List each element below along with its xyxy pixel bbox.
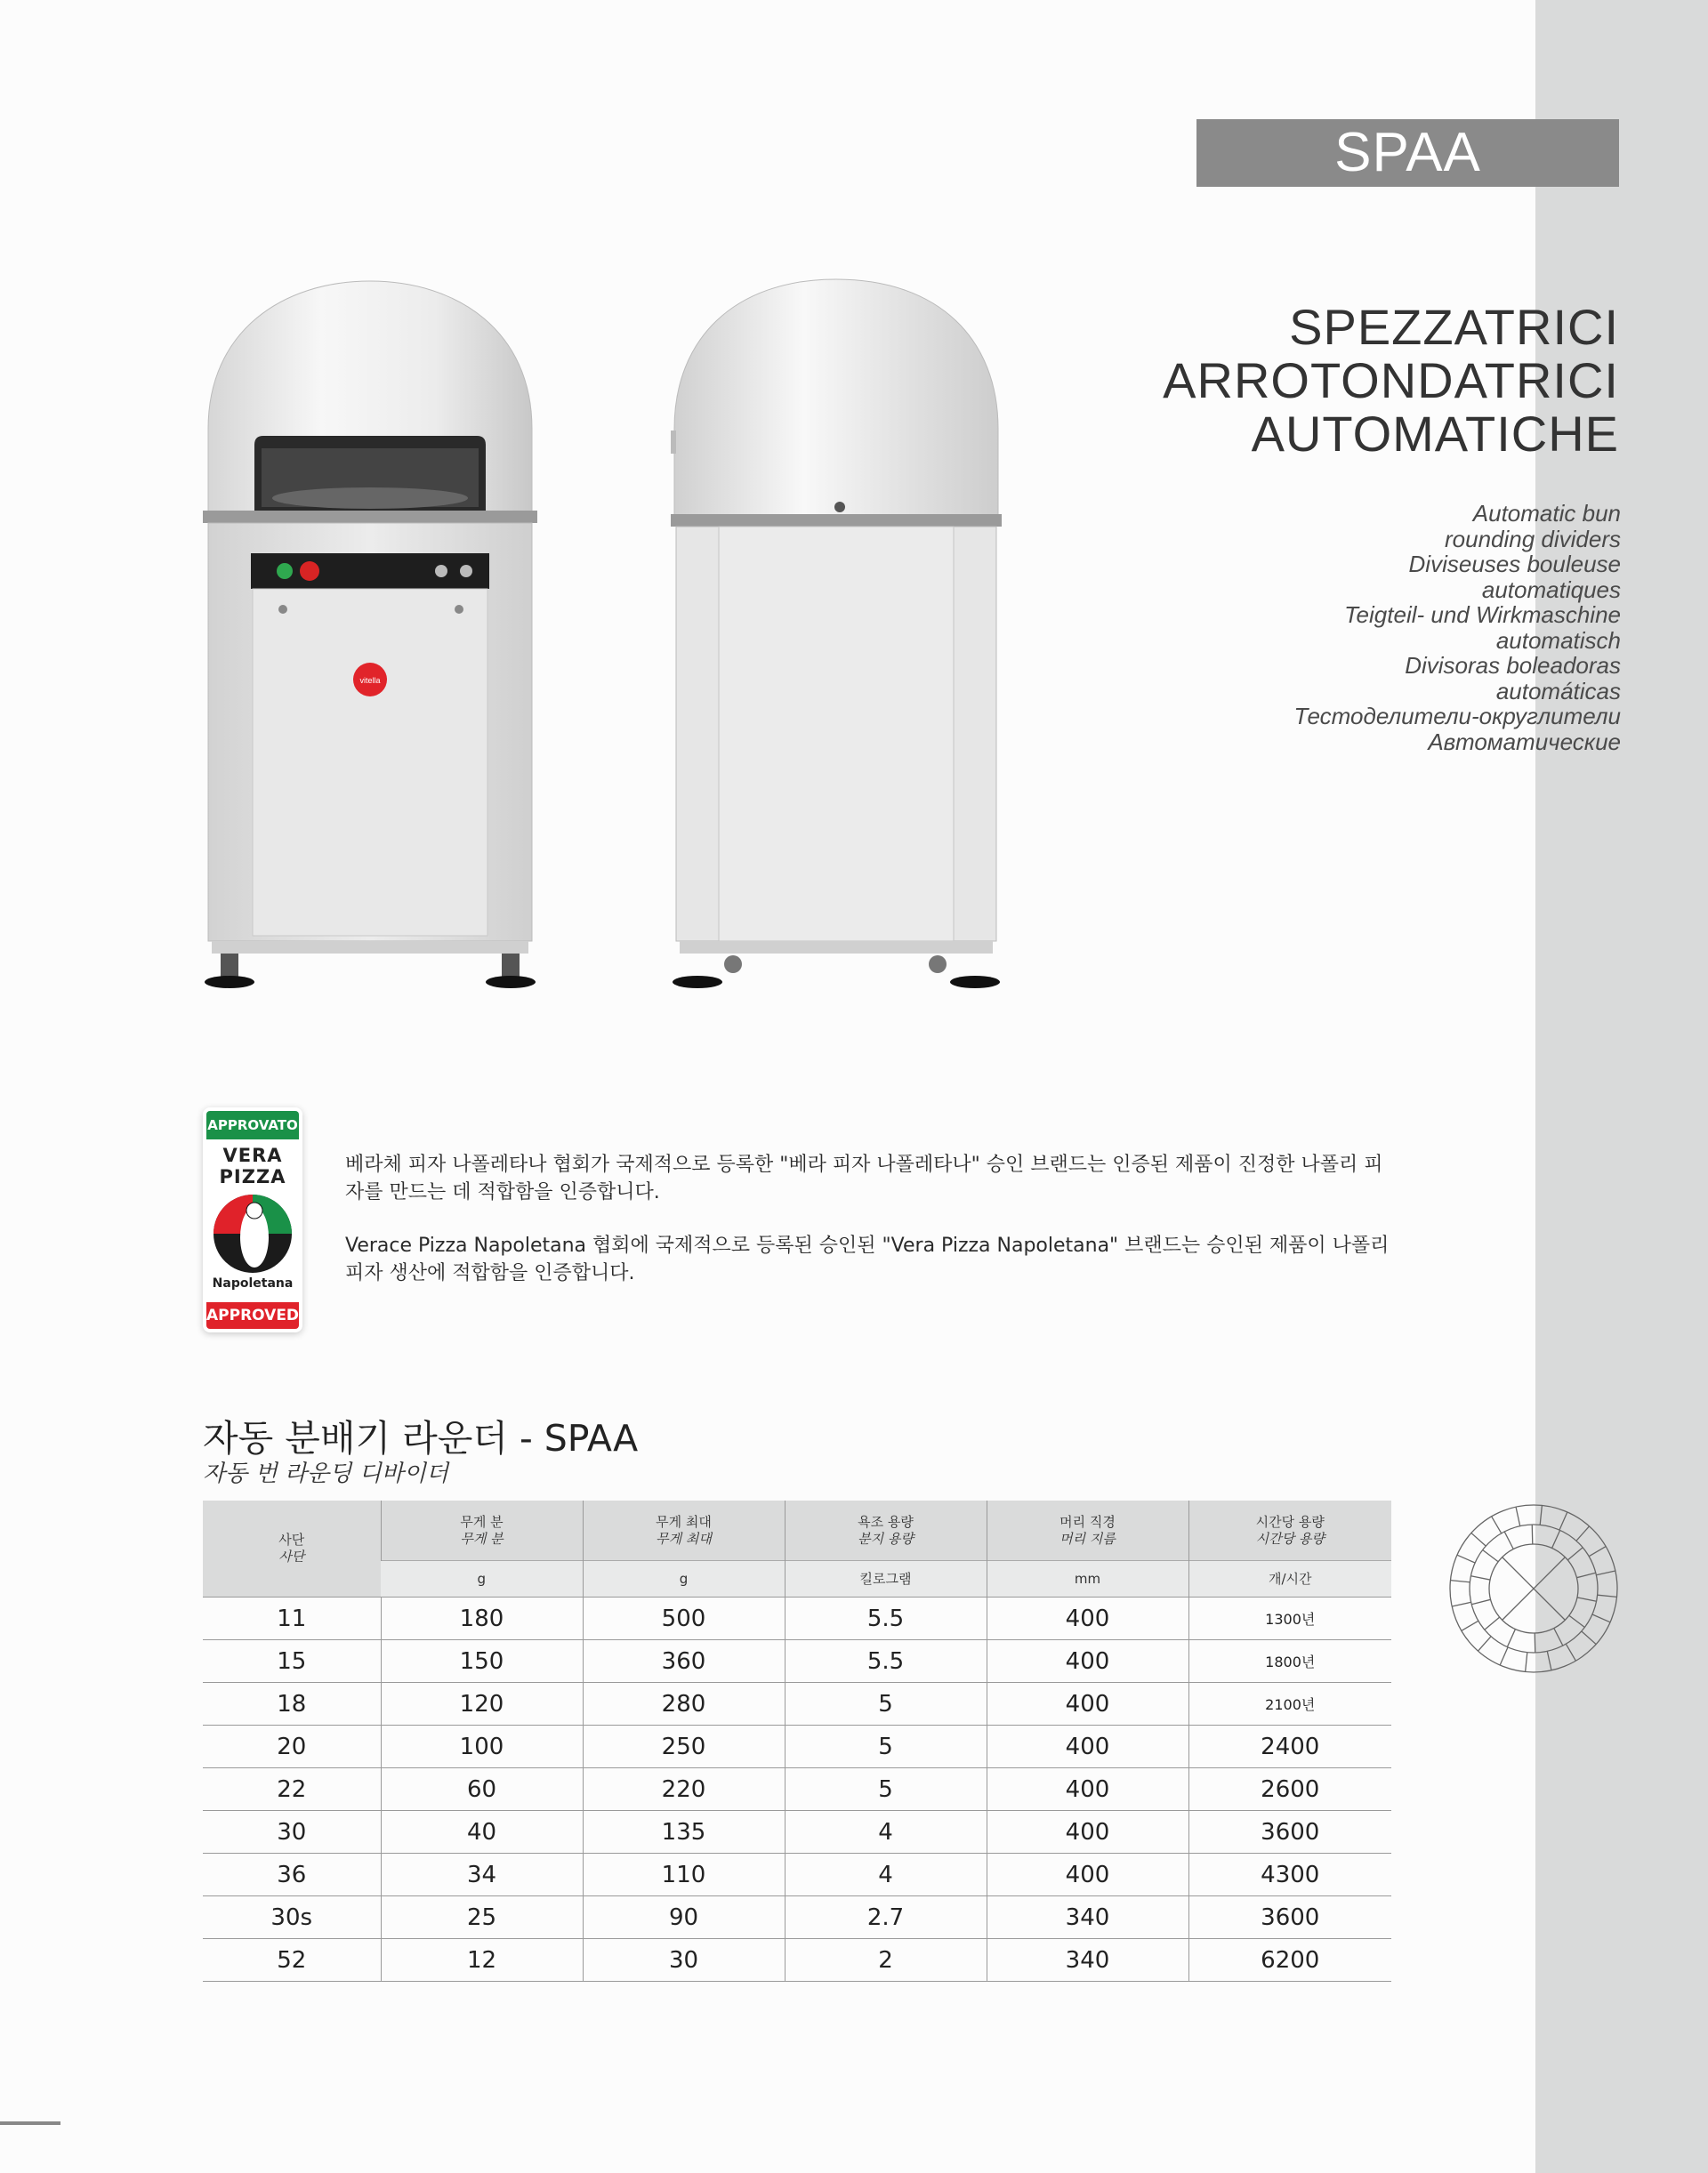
table-cell: 4: [785, 1854, 987, 1896]
subtitle-line: Automatic bun: [1472, 500, 1621, 527]
table-cell: 340: [987, 1896, 1188, 1939]
subtitle-line: automáticas: [1495, 677, 1621, 704]
table-cell: 36: [203, 1854, 381, 1896]
table-cell: 100: [381, 1726, 583, 1768]
table-cell: 52: [203, 1939, 381, 1982]
subtitle-line: automatiques: [1481, 575, 1621, 603]
badge-napoletana: Napoletana: [212, 1276, 294, 1291]
table-cell: 400: [987, 1811, 1188, 1854]
table-cell: 180: [381, 1598, 583, 1640]
table-cell: 34: [381, 1854, 583, 1896]
table-cell: 30s: [203, 1896, 381, 1939]
table-cell: 18: [203, 1683, 381, 1726]
subtitle-line: automatisch: [1495, 626, 1621, 654]
table-cell: 250: [583, 1726, 785, 1768]
col-header-bowl-capacity: 욕조 용량 분지 용량: [785, 1501, 987, 1561]
col-header-hourly-capacity: 시간당 용량 시간당 용량: [1188, 1501, 1391, 1561]
unit-cell: g: [583, 1561, 785, 1598]
table-cell: 220: [583, 1768, 785, 1811]
subtitle-line: Тестоделители-округлители: [1293, 703, 1621, 729]
table-row: [203, 1811, 1391, 1854]
table-cell: 5: [785, 1683, 987, 1726]
table-cell: 400: [987, 1854, 1188, 1896]
col-header-divisions: 사단 사단: [203, 1501, 381, 1598]
table-cell: 5.5: [785, 1598, 987, 1640]
brand-label: vitella: [359, 676, 381, 685]
model-code-box: [1196, 119, 1619, 187]
table-cell: 5: [785, 1768, 987, 1811]
badge-approved: APPROVED: [206, 1302, 299, 1329]
table-cell: 1300년: [1188, 1598, 1391, 1640]
title-line-2: ARROTONDATRICI: [1163, 352, 1619, 408]
description-korean: 베라체 피자 나폴레타나 협회가 국제적으로 등록한 "베라 피자 나폴레타나" 승인 브랜드는 인증된 제품이 진정한 나폴리 피자를 만드는 데 적합함을 인증합니다.: [345, 1154, 1383, 1203]
table-cell: 30: [583, 1939, 785, 1982]
table-cell: 60: [381, 1768, 583, 1811]
badge-vera: VERA: [222, 1145, 283, 1166]
title-line-3: AUTOMATICHE: [1251, 406, 1619, 462]
dough-division-diagram-icon: [1446, 1501, 1621, 1679]
table-cell: 135: [583, 1811, 785, 1854]
table-cell: 2.7: [785, 1896, 987, 1939]
table-cell: 4300: [1188, 1854, 1391, 1896]
table-row: [203, 1640, 1391, 1683]
table-cell: 40: [381, 1811, 583, 1854]
table-cell: 400: [987, 1768, 1188, 1811]
table-cell: 120: [381, 1683, 583, 1726]
table-cell: 22: [203, 1768, 381, 1811]
spec-table: [203, 1501, 1391, 1982]
table-row: [203, 1854, 1391, 1896]
table-cell: 90: [583, 1896, 785, 1939]
product-title: [1163, 301, 1619, 461]
table-cell: 30: [203, 1811, 381, 1854]
title-line-1: SPEZZATRICI: [1289, 299, 1619, 355]
vera-pizza-badge: [203, 1107, 302, 1332]
subtitle-line: Автоматические: [1428, 728, 1621, 755]
table-title: 자동 분배기 라운더 - SPAA: [203, 1417, 639, 1460]
col-header-weight-min: 무게 분 무게 분: [381, 1501, 583, 1561]
machine-front-view: [203, 278, 537, 993]
table-cell: 340: [987, 1939, 1188, 1982]
subtitle-line: Diviseuses bouleuse: [1408, 551, 1621, 577]
table-cell: 400: [987, 1640, 1188, 1683]
table-row: [203, 1768, 1391, 1811]
table-cell: 2400: [1188, 1726, 1391, 1768]
table-cell: 500: [583, 1598, 785, 1640]
table-row: [203, 1598, 1391, 1640]
table-cell: 2: [785, 1939, 987, 1982]
table-row: [203, 1939, 1391, 1982]
table-cell: 110: [583, 1854, 785, 1896]
table-cell: 12: [381, 1939, 583, 1982]
table-cell: 150: [381, 1640, 583, 1683]
unit-cell: 개/시간: [1188, 1561, 1391, 1598]
table-cell: 280: [583, 1683, 785, 1726]
table-row: [203, 1726, 1391, 1768]
table-cell: 400: [987, 1726, 1188, 1768]
subtitle-line: Divisoras boleadoras: [1405, 652, 1621, 679]
badge-approvato: APPROVATO: [206, 1111, 299, 1139]
col-header-weight-max: 무게 최대 무게 최대: [583, 1501, 785, 1561]
translated-subtitles: [1293, 501, 1621, 754]
model-code: SPAA: [1334, 122, 1481, 183]
page-rule: [0, 2121, 60, 2125]
badge-pizza: PIZZA: [219, 1166, 286, 1187]
table-row: [203, 1683, 1391, 1726]
table-subtitle: 자동 번 라운딩 디바이더: [203, 1461, 448, 1487]
table-cell: 5: [785, 1726, 987, 1768]
description-mixed: Verace Pizza Napoletana 협회에 국제적으로 등록된 승인된 "Vera Pizza Napoletana" 브랜드는 승인된 제품이 나폴리 피자 생산에 적합함을 인증합니다.: [345, 1235, 1390, 1284]
table-cell: 2600: [1188, 1768, 1391, 1811]
machine-side-view: [671, 278, 1002, 993]
table-cell: 25: [381, 1896, 583, 1939]
table-cell: 4: [785, 1811, 987, 1854]
subtitle-line: Teigteil- und Wirkmaschine: [1344, 601, 1621, 628]
table-units-row: [203, 1561, 1391, 1598]
table-cell: 5.5: [785, 1640, 987, 1683]
table-row: [203, 1896, 1391, 1939]
table-cell: 3600: [1188, 1896, 1391, 1939]
subtitle-line: rounding dividers: [1444, 525, 1621, 552]
unit-cell: mm: [987, 1561, 1188, 1598]
table-cell: 3600: [1188, 1811, 1391, 1854]
table-cell: 2100년: [1188, 1683, 1391, 1726]
table-cell: 400: [987, 1598, 1188, 1640]
unit-cell: 킬로그램: [785, 1561, 987, 1598]
table-cell: 20: [203, 1726, 381, 1768]
col-header-head-diameter: 머리 직경 머리 지름: [987, 1501, 1188, 1561]
certification-description: [345, 1151, 1395, 1313]
table-cell: 6200: [1188, 1939, 1391, 1982]
pulcinella-emblem-icon: [210, 1191, 295, 1280]
table-cell: 15: [203, 1640, 381, 1683]
table-cell: 1800년: [1188, 1640, 1391, 1683]
unit-cell: g: [381, 1561, 583, 1598]
table-cell: 360: [583, 1640, 785, 1683]
table-cell: 11: [203, 1598, 381, 1640]
table-cell: 400: [987, 1683, 1188, 1726]
table-header-row: [203, 1501, 1391, 1561]
